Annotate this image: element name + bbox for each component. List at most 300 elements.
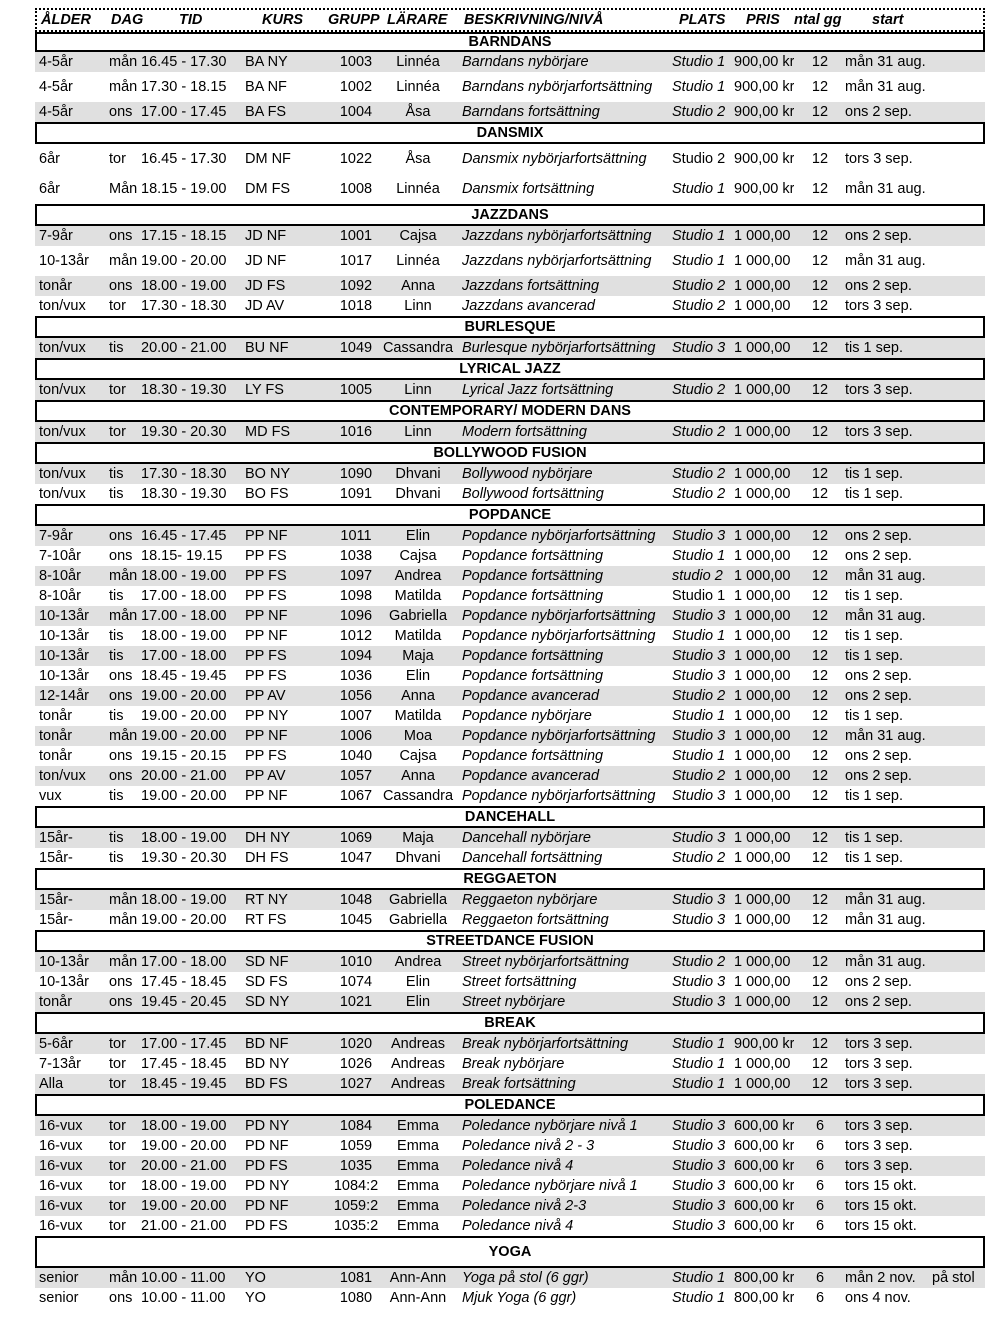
group-cell: 1092	[339, 278, 373, 294]
price-cell: 1 000,00	[734, 628, 791, 644]
group-cell: 1084:2	[333, 1178, 379, 1194]
day-cell: tor	[109, 1056, 126, 1072]
age-cell: 16-vux	[39, 1118, 83, 1134]
group-cell: 1011	[340, 528, 372, 544]
price-cell: 1 000,00	[734, 466, 791, 482]
section-header	[35, 806, 985, 828]
start-cell: ons 2 sep.	[845, 748, 912, 764]
course-code-cell: PP FS	[245, 588, 287, 604]
start-cell: ons 2 sep.	[845, 228, 912, 244]
start-cell: tors 3 sep.	[845, 424, 913, 440]
section-header	[35, 400, 985, 422]
day-cell: tis	[109, 708, 124, 724]
teacher-cell: Cassandra	[382, 788, 454, 804]
time-cell: 16.45 - 17.30	[141, 54, 227, 70]
age-cell: 16-vux	[39, 1198, 83, 1214]
section-header	[35, 1012, 985, 1034]
location-cell: Studio 3	[672, 994, 726, 1010]
table-row	[35, 144, 985, 174]
day-cell: tis	[109, 830, 124, 846]
location-cell: Studio 1	[672, 1036, 726, 1052]
teacher-cell: Andrea	[394, 954, 442, 970]
location-cell: Studio 3	[672, 668, 726, 684]
sessions-cell: 12	[811, 748, 829, 764]
description-cell: Break nybörjare	[462, 1056, 565, 1072]
price-cell: 800,00 kr	[734, 1290, 794, 1306]
table-row	[35, 52, 985, 72]
location-cell: Studio 3	[672, 1138, 726, 1154]
course-code-cell: PP FS	[245, 648, 287, 664]
course-code-cell: PD NY	[245, 1118, 290, 1134]
location-cell: Studio 1	[672, 588, 726, 604]
location-cell: Studio 1	[672, 1056, 726, 1072]
table-row	[35, 226, 985, 246]
price-cell: 1 000,00	[734, 850, 791, 866]
description-cell: Popdance nybörjarfortsättning	[462, 628, 656, 644]
age-cell: ton/vux	[39, 298, 86, 314]
location-cell: Studio 1	[672, 1270, 726, 1286]
teacher-cell: Linn	[404, 298, 432, 314]
sessions-cell: 12	[811, 1036, 829, 1052]
group-cell: 1059:2	[333, 1198, 379, 1214]
description-cell: Poledance nivå 4	[462, 1158, 574, 1174]
group-cell: 1012	[339, 628, 373, 644]
sessions-cell: 6	[815, 1118, 825, 1134]
price-cell: 1 000,00	[734, 708, 791, 724]
location-cell: Studio 3	[672, 1178, 726, 1194]
day-cell: mån	[109, 568, 138, 584]
time-cell: 17.15 - 18.15	[141, 228, 227, 244]
course-code-cell: PP AV	[245, 768, 286, 784]
location-cell: Studio 1	[672, 54, 726, 70]
day-cell: tor	[109, 151, 126, 167]
day-cell: ons	[109, 668, 133, 684]
course-code-cell: SD NY	[245, 994, 290, 1010]
day-cell: ons	[109, 994, 133, 1010]
location-cell: Studio 1	[672, 228, 726, 244]
location-cell: Studio 1	[672, 748, 726, 764]
sessions-cell: 12	[811, 340, 829, 356]
time-cell: 18.45 - 19.45	[141, 1076, 227, 1092]
teacher-cell: Ann-Ann	[389, 1270, 447, 1286]
price-cell: 1 000,00	[734, 528, 791, 544]
teacher-cell: Åsa	[405, 104, 431, 120]
sessions-cell: 12	[811, 608, 829, 624]
teacher-cell: Andrea	[394, 568, 442, 584]
time-cell: 18.15- 19.15	[141, 548, 223, 564]
location-cell: Studio 2	[672, 151, 726, 167]
location-cell: Studio 3	[672, 912, 726, 928]
price-cell: 1 000,00	[734, 486, 791, 502]
sessions-cell: 12	[811, 424, 829, 440]
day-cell: tor	[109, 382, 126, 398]
sessions-cell: 6	[815, 1198, 825, 1214]
course-code-cell: RT FS	[245, 912, 287, 928]
day-cell: ons	[109, 974, 133, 990]
header-kurs: KURS	[262, 12, 304, 28]
location-cell: Studio 2	[672, 104, 726, 120]
description-cell: Popdance fortsättning	[462, 748, 604, 764]
start-cell: tis 1 sep.	[845, 340, 904, 356]
description-cell: Dansmix nybörjarfortsättning	[462, 151, 647, 167]
price-cell: 1 000,00	[734, 892, 791, 908]
sessions-cell: 6	[815, 1158, 825, 1174]
course-code-cell: BA NF	[245, 79, 287, 95]
table-row	[35, 546, 985, 566]
description-cell: Reggaeton nybörjare	[462, 892, 598, 908]
course-code-cell: PP AV	[245, 688, 286, 704]
time-cell: 19.30 - 20.30	[141, 850, 227, 866]
description-cell: Popdance nybörjarfortsättning	[462, 788, 656, 804]
teacher-cell: Cassandra	[382, 340, 454, 356]
table-row	[35, 246, 985, 276]
sessions-cell: 12	[811, 850, 829, 866]
teacher-cell: Dhvani	[395, 486, 441, 502]
section-header	[35, 358, 985, 380]
description-cell: Popdance fortsättning	[462, 568, 604, 584]
group-cell: 1018	[339, 298, 373, 314]
teacher-cell: Matilda	[394, 708, 442, 724]
table-row	[35, 484, 985, 504]
location-cell: Studio 3	[672, 1118, 726, 1134]
sessions-cell: 6	[815, 1178, 825, 1194]
time-cell: 18.00 - 19.00	[141, 278, 227, 294]
age-cell: 10-13år	[39, 974, 89, 990]
start-cell: ons 2 sep.	[845, 768, 912, 784]
table-row	[35, 626, 985, 646]
time-cell: 19.15 - 20.15	[141, 748, 227, 764]
time-cell: 19.00 - 20.00	[141, 788, 227, 804]
age-cell: 15år-	[39, 892, 73, 908]
description-cell: Burlesque nybörjarfortsättning	[462, 340, 656, 356]
teacher-cell: Dhvani	[395, 850, 441, 866]
course-code-cell: DM FS	[245, 181, 291, 197]
group-cell: 1003	[339, 54, 373, 70]
start-cell: ons 2 sep.	[845, 974, 912, 990]
age-cell: 8-10år	[39, 568, 81, 584]
section-header	[35, 316, 985, 338]
description-cell: Popdance fortsättning	[462, 588, 604, 604]
table-row	[35, 1268, 985, 1288]
time-cell: 17.00 - 18.00	[141, 608, 227, 624]
age-cell: 6år	[39, 181, 60, 197]
table-row	[35, 972, 985, 992]
group-cell: 1007	[339, 708, 373, 724]
header-alder: ÅLDER	[41, 12, 91, 28]
time-cell: 19.00 - 20.00	[141, 1138, 227, 1154]
day-cell: ons	[109, 528, 133, 544]
teacher-cell: Elin	[405, 528, 431, 544]
location-cell: Studio 3	[672, 528, 726, 544]
table-row	[35, 1288, 985, 1308]
time-cell: 19.30 - 20.30	[141, 424, 227, 440]
table-row	[35, 726, 985, 746]
course-code-cell: PP NF	[245, 788, 288, 804]
group-cell: 1080	[339, 1290, 373, 1306]
price-cell: 1 000,00	[734, 228, 791, 244]
section-title: DANSMIX	[476, 125, 544, 141]
age-cell: ton/vux	[39, 424, 86, 440]
start-cell: mån 31 aug.	[845, 568, 926, 584]
sessions-cell: 12	[811, 486, 829, 502]
location-cell: Studio 3	[672, 608, 726, 624]
sessions-cell: 12	[811, 1056, 829, 1072]
course-code-cell: PP FS	[245, 668, 287, 684]
day-cell: ons	[109, 688, 133, 704]
price-cell: 1 000,00	[734, 748, 791, 764]
start-cell: mån 31 aug.	[845, 181, 926, 197]
teacher-cell: Andreas	[390, 1056, 445, 1072]
age-cell: ton/vux	[39, 382, 86, 398]
location-cell: Studio 3	[672, 830, 726, 846]
start-cell: mån 31 aug.	[845, 253, 926, 269]
group-cell: 1016	[339, 424, 373, 440]
description-cell: Break fortsättning	[462, 1076, 576, 1092]
time-cell: 18.15 - 19.00	[141, 181, 227, 197]
section-header	[35, 122, 985, 144]
sessions-cell: 12	[811, 688, 829, 704]
course-code-cell: BD NY	[245, 1056, 290, 1072]
group-cell: 1038	[339, 548, 373, 564]
teacher-cell: Linn	[404, 382, 432, 398]
location-cell: Studio 1	[672, 628, 726, 644]
group-cell: 1096	[339, 608, 373, 624]
day-cell: mån	[109, 79, 138, 95]
start-cell: ons 2 sep.	[845, 668, 912, 684]
section-header	[35, 1236, 985, 1268]
time-cell: 17.30 - 18.30	[141, 466, 227, 482]
start-cell: mån 31 aug.	[845, 608, 926, 624]
day-cell: tor	[109, 1218, 126, 1234]
description-cell: Popdance nybörjarfortsättning	[462, 728, 656, 744]
location-cell: Studio 3	[672, 1218, 726, 1234]
location-cell: Studio 3	[672, 892, 726, 908]
table-row	[35, 1116, 985, 1136]
description-cell: Jazzdans avancerad	[462, 298, 595, 314]
column-header-row	[35, 8, 985, 32]
age-cell: 16-vux	[39, 1178, 83, 1194]
teacher-cell: Linnéa	[396, 54, 440, 70]
description-cell: Bollywood fortsättning	[462, 486, 604, 502]
table-row	[35, 746, 985, 766]
course-code-cell: BA NY	[245, 54, 288, 70]
location-cell: Studio 3	[672, 788, 726, 804]
price-cell: 1 000,00	[734, 912, 791, 928]
start-cell: mån 31 aug.	[845, 728, 926, 744]
section-title: STREETDANCE FUSION	[426, 933, 594, 949]
day-cell: mån	[109, 608, 138, 624]
table-row	[35, 952, 985, 972]
age-cell: tonår	[39, 728, 73, 744]
start-cell: mån 2 nov.	[845, 1270, 916, 1286]
description-cell: Jazzdans nybörjarfortsättning	[462, 228, 652, 244]
group-cell: 1048	[339, 892, 373, 908]
course-code-cell: DH FS	[245, 850, 289, 866]
group-cell: 1008	[339, 181, 373, 197]
day-cell: tis	[109, 486, 124, 502]
start-cell: tors 3 sep.	[845, 1056, 913, 1072]
course-code-cell: MD FS	[245, 424, 291, 440]
table-row	[35, 586, 985, 606]
day-cell: tor	[109, 1118, 126, 1134]
sessions-cell: 12	[811, 648, 829, 664]
age-cell: 10-13år	[39, 668, 89, 684]
description-cell: Popdance nybörjare	[462, 708, 592, 724]
price-cell: 1 000,00	[734, 994, 791, 1010]
teacher-cell: Dhvani	[395, 466, 441, 482]
teacher-cell: Gabriella	[388, 912, 448, 928]
section-title: YOGA	[488, 1244, 532, 1260]
sessions-cell: 12	[811, 830, 829, 846]
table-row	[35, 992, 985, 1012]
table-row	[35, 666, 985, 686]
group-cell: 1017	[339, 253, 373, 269]
start-cell: tors 15 okt.	[845, 1218, 917, 1234]
course-code-cell: JD FS	[245, 278, 286, 294]
teacher-cell: Andreas	[390, 1076, 445, 1092]
table-row	[35, 910, 985, 930]
teacher-cell: Cajsa	[399, 748, 437, 764]
table-row	[35, 828, 985, 848]
table-row	[35, 766, 985, 786]
group-cell: 1045	[339, 912, 373, 928]
day-cell: tis	[109, 788, 124, 804]
description-cell: Modern fortsättning	[462, 424, 587, 440]
course-code-cell: PD FS	[245, 1218, 288, 1234]
price-cell: 1 000,00	[734, 340, 791, 356]
location-cell: Studio 3	[672, 340, 726, 356]
section-title: BOLLYWOOD FUSION	[433, 445, 587, 461]
sessions-cell: 12	[811, 708, 829, 724]
section-title: POPDANCE	[468, 507, 552, 523]
start-cell: tis 1 sep.	[845, 486, 904, 502]
description-cell: Popdance avancerad	[462, 768, 600, 784]
location-cell: Studio 2	[672, 768, 726, 784]
age-cell: 10-13år	[39, 253, 89, 269]
time-cell: 20.00 - 21.00	[141, 768, 227, 784]
location-cell: Studio 1	[672, 79, 726, 95]
price-cell: 600,00 kr	[734, 1138, 794, 1154]
price-cell: 1 000,00	[734, 568, 791, 584]
group-cell: 1040	[339, 748, 373, 764]
day-cell: ons	[109, 228, 133, 244]
course-code-cell: PD NF	[245, 1198, 289, 1214]
description-cell: Poledance nivå 2 - 3	[462, 1138, 595, 1154]
price-cell: 900,00 kr	[734, 1036, 794, 1052]
section-header	[35, 204, 985, 226]
day-cell: mån	[109, 1270, 138, 1286]
group-cell: 1056	[339, 688, 373, 704]
teacher-cell: Emma	[397, 1198, 439, 1214]
price-cell: 900,00 kr	[734, 181, 794, 197]
group-cell: 1022	[339, 151, 373, 167]
day-cell: tis	[109, 588, 124, 604]
sessions-cell: 12	[811, 228, 829, 244]
location-cell: Studio 1	[672, 548, 726, 564]
location-cell: Studio 2	[672, 382, 726, 398]
price-cell: 1 000,00	[734, 768, 791, 784]
start-cell: ons 2 sep.	[845, 548, 912, 564]
table-row	[35, 1216, 985, 1236]
start-cell: tors 3 sep.	[845, 382, 913, 398]
course-code-cell: BD FS	[245, 1076, 288, 1092]
section-header	[35, 504, 985, 526]
location-cell: Studio 3	[672, 974, 726, 990]
sessions-cell: 12	[811, 278, 829, 294]
day-cell: mån	[109, 728, 138, 744]
day-cell: tis	[109, 850, 124, 866]
day-cell: tor	[109, 1178, 126, 1194]
age-cell: senior	[39, 1290, 79, 1306]
teacher-cell: Åsa	[405, 151, 431, 167]
description-cell: Jazzdans nybörjarfortsättning	[462, 253, 652, 269]
time-cell: 19.00 - 20.00	[141, 253, 227, 269]
day-cell: tor	[109, 298, 126, 314]
header-start: start	[872, 12, 904, 28]
course-code-cell: SD FS	[245, 974, 288, 990]
start-cell: tors 3 sep.	[845, 1118, 913, 1134]
sessions-cell: 12	[811, 994, 829, 1010]
day-cell: tis	[109, 466, 124, 482]
teacher-cell: Ann-Ann	[389, 1290, 447, 1306]
description-cell: Poledance nybörjare nivå 1	[462, 1118, 638, 1134]
day-cell: tor	[109, 424, 126, 440]
course-code-cell: JD NF	[245, 228, 287, 244]
age-cell: 16-vux	[39, 1158, 83, 1174]
location-cell: Studio 2	[672, 466, 726, 482]
price-cell: 900,00 kr	[734, 151, 794, 167]
course-code-cell: PD FS	[245, 1158, 288, 1174]
description-cell: Break nybörjarfortsättning	[462, 1036, 629, 1052]
table-row	[35, 338, 985, 358]
sessions-cell: 6	[815, 1138, 825, 1154]
location-cell: studio 2	[672, 568, 723, 584]
description-cell: Mjuk Yoga (6 ggr)	[462, 1290, 577, 1306]
age-cell: 8-10år	[39, 588, 81, 604]
time-cell: 18.30 - 19.30	[141, 382, 227, 398]
time-cell: 21.00 - 21.00	[141, 1218, 227, 1234]
sessions-cell: 12	[811, 974, 829, 990]
time-cell: 18.45 - 19.45	[141, 668, 227, 684]
time-cell: 18.00 - 19.00	[141, 1118, 227, 1134]
sessions-cell: 12	[811, 466, 829, 482]
time-cell: 17.00 - 18.00	[141, 648, 227, 664]
schedule-table	[35, 8, 985, 1308]
age-cell: ton/vux	[39, 466, 86, 482]
sessions-cell: 12	[811, 628, 829, 644]
group-cell: 1027	[339, 1076, 373, 1092]
age-cell: 15år-	[39, 850, 73, 866]
sessions-cell: 12	[811, 298, 829, 314]
time-cell: 18.00 - 19.00	[141, 628, 227, 644]
age-cell: senior	[39, 1270, 79, 1286]
group-cell: 1098	[339, 588, 373, 604]
location-cell: Studio 2	[672, 486, 726, 502]
group-cell: 1097	[339, 568, 373, 584]
time-cell: 17.30 - 18.15	[141, 79, 227, 95]
start-cell: mån 31 aug.	[845, 912, 926, 928]
group-cell: 1020	[339, 1036, 373, 1052]
price-cell: 1 000,00	[734, 648, 791, 664]
price-cell: 600,00 kr	[734, 1178, 794, 1194]
teacher-cell: Maja	[402, 648, 434, 664]
age-cell: 15år-	[39, 830, 73, 846]
sessions-cell: 12	[811, 892, 829, 908]
group-cell: 1090	[339, 466, 373, 482]
group-cell: 1035	[339, 1158, 373, 1174]
teacher-cell: Gabriella	[388, 892, 448, 908]
header-dag: DAG	[111, 12, 144, 28]
